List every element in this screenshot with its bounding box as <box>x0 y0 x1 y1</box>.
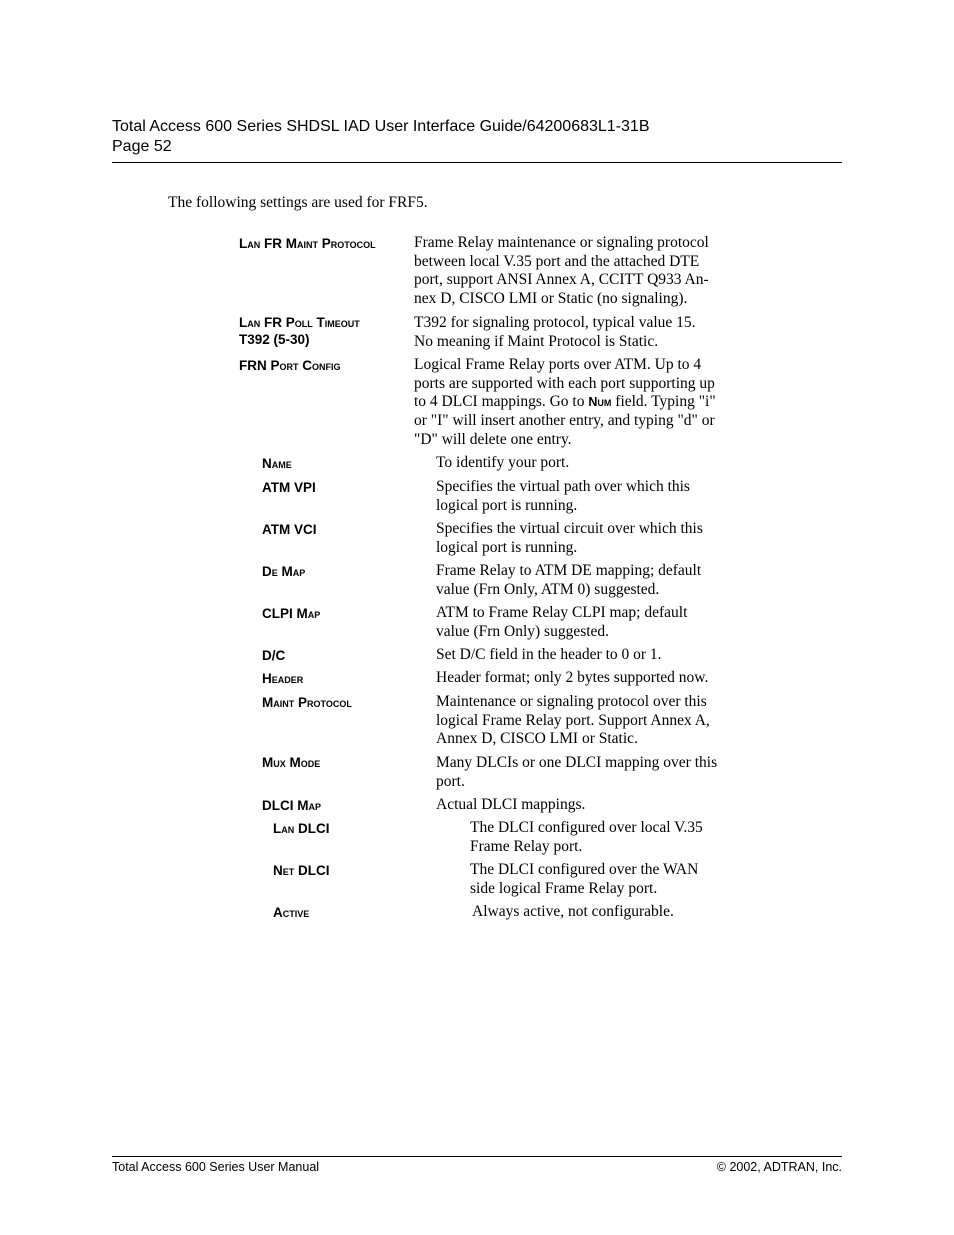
term-maint-protocol: Maint Protocol <box>262 695 352 710</box>
desc-frn-port-config-part2: field. Typing "i" or "I" will insert another entry, and typing "d" or "D" will delete one entry. <box>414 393 716 448</box>
desc-atm-vci: Specifies the virtual circuit over which this logical port is running. <box>436 520 703 556</box>
term-dc: D/C <box>262 648 286 663</box>
desc-dc: Set D/C field in the header to 0 or 1. <box>436 646 662 663</box>
footer-copyright: © 2002, ADTRAN, Inc. <box>716 1160 842 1174</box>
term-lan-dlci: Lan DLCI <box>273 821 330 836</box>
intro-text: The following settings are used for FRF5. <box>168 194 428 211</box>
desc-net-dlci: The DLCI configured over the WAN side logical Frame Relay port. <box>470 861 699 897</box>
header-rule <box>112 162 842 163</box>
desc-lan-dlci: The DLCI configured over local V.35 Frame Relay port. <box>470 819 703 855</box>
desc-active: Always active, not configurable. <box>472 903 674 920</box>
desc-frn-port-config <box>414 356 716 450</box>
desc-dlci-map: Actual DLCI mappings. <box>436 796 586 813</box>
document-title: Total Access 600 Series SHDSL IAD User Interface Guide/64200683L1-31B <box>112 118 650 135</box>
term-atm-vci: ATM VCI <box>262 522 317 537</box>
footer-manual-title: Total Access 600 Series User Manual <box>112 1160 320 1174</box>
desc-header: Header format; only 2 bytes supported now. <box>436 669 709 686</box>
term-de-map: De Map <box>262 564 306 579</box>
desc-clpi-map: ATM to Frame Relay CLPI map; default value (Frn Only) suggested. <box>436 604 688 640</box>
term-lan-fr-poll-timeout-line2: T392 (5-30) <box>239 332 310 347</box>
term-mux-mode: Mux Mode <box>262 755 321 770</box>
term-active: Active <box>273 905 310 920</box>
desc-atm-vpi: Specifies the virtual path over which this logical port is running. <box>436 478 690 514</box>
term-atm-vpi: ATM VPI <box>262 480 316 495</box>
desc-lan-fr-maint-protocol: Frame Relay maintenance or signaling protocol between local V.35 port and the attached DTE port, support ANSI Annex A, CCITT Q933 An- nex D, CISCO LMI or Static (no signaling). <box>414 234 709 308</box>
term-dlci-map: DLCI Map <box>262 798 321 813</box>
desc-frn-port-config-part1: Logical Frame Relay ports over ATM. Up to 4 ports are supported with each port supporting up to 4 DLCI mappings. Go to <box>414 356 715 411</box>
page-number: Page 52 <box>112 138 172 155</box>
desc-name: To identify your port. <box>436 454 570 471</box>
desc-de-map: Frame Relay to ATM DE mapping; default value (Frn Only, ATM 0) suggested. <box>436 562 702 598</box>
footer-rule <box>112 1156 842 1157</box>
term-lan-fr-poll-timeout-line1: Lan FR Poll Timeout <box>239 315 360 330</box>
term-lan-fr-poll-timeout <box>239 314 360 348</box>
term-lan-fr-maint-protocol: Lan FR Maint Protocol <box>239 236 376 251</box>
term-frn-port-config: FRN Port Config <box>239 358 341 373</box>
term-name: Name <box>262 456 292 471</box>
page-header <box>112 117 649 157</box>
term-clpi-map: CLPI Map <box>262 606 321 621</box>
desc-lan-fr-poll-timeout: T392 for signaling protocol, typical value 15. No meaning if Maint Protocol is Static. <box>414 314 696 350</box>
term-net-dlci: Net DLCI <box>273 863 330 878</box>
desc-maint-protocol: Maintenance or signaling protocol over this logical Frame Relay port. Support Annex A, Annex D, CISCO LMI or Static. <box>436 693 710 748</box>
desc-mux-mode: Many DLCIs or one DLCI mapping over this port. <box>436 754 718 790</box>
term-header: Header <box>262 671 304 686</box>
num-field-keyword: Num <box>588 395 612 410</box>
